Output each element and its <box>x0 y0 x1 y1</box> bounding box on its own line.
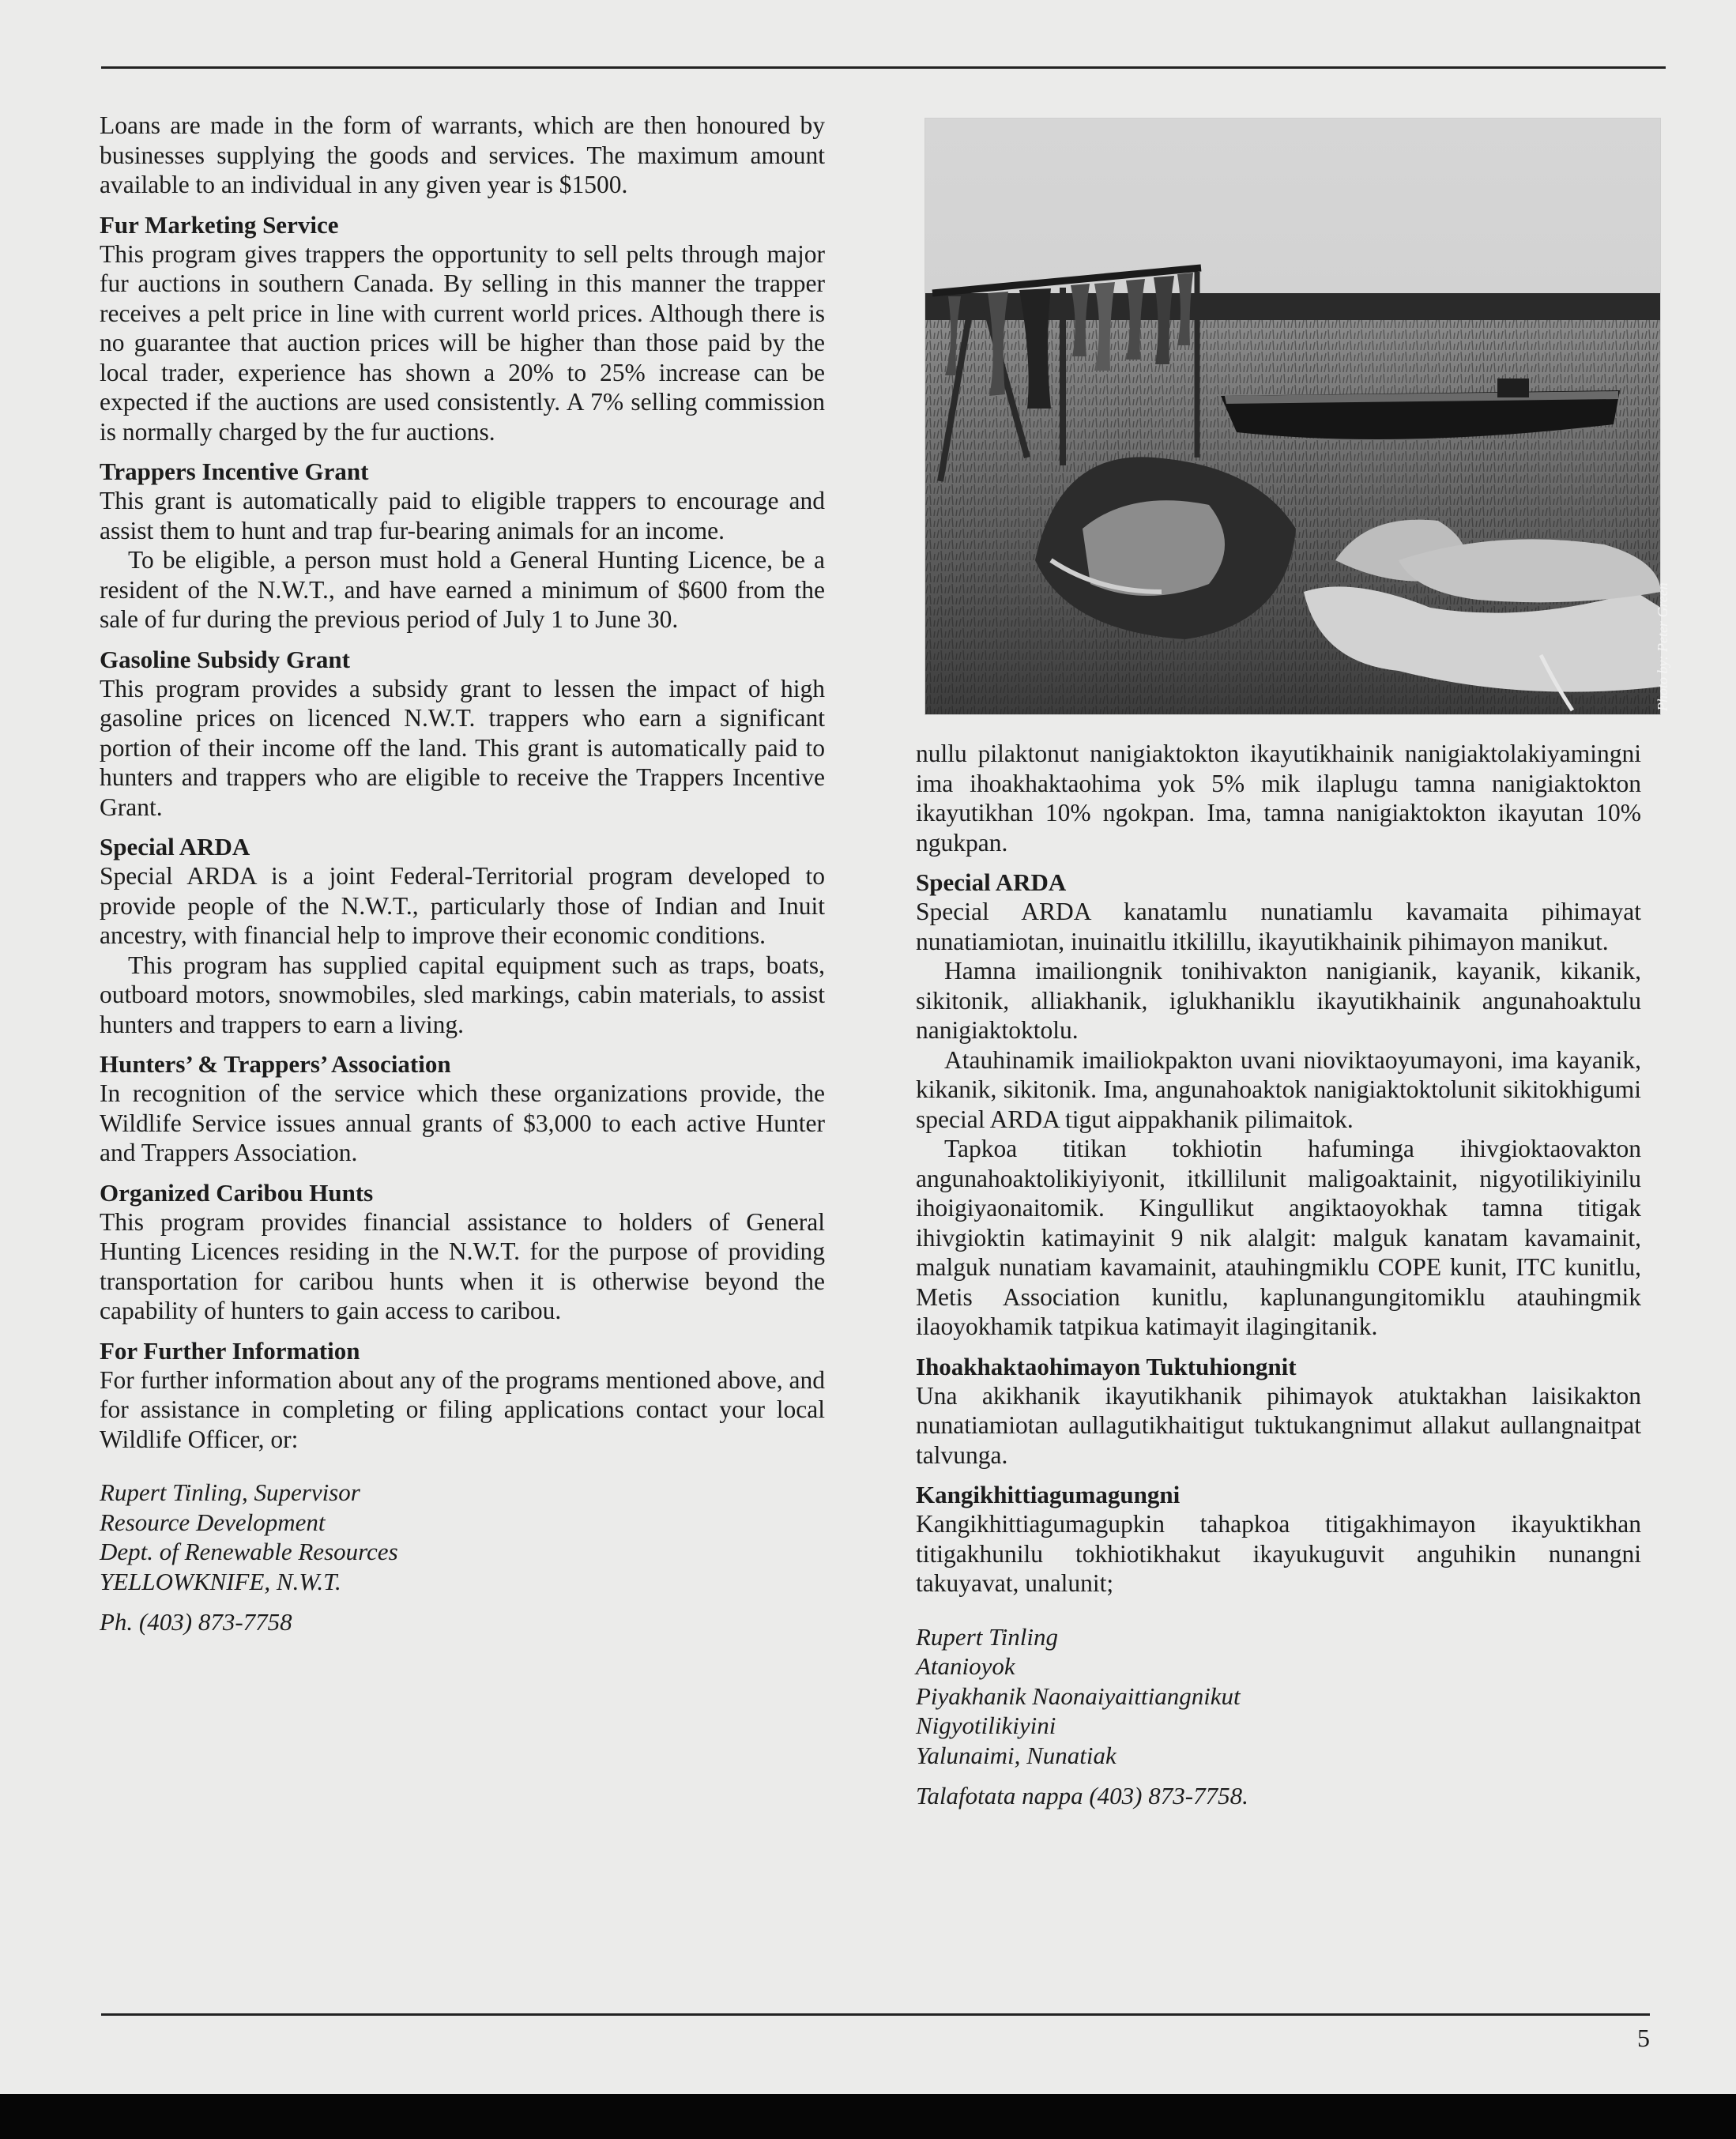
section-paragraph: To be eligible, a person must hold a General Hunting Licence, be a resident of the N.W.T., and have earned a minimum of $600 from the sale of fur during the previous period of July 1 to June 30. <box>100 546 825 633</box>
section-paragraph: This grant is automatically paid to eligible trappers to encourage and assist them to hunt and trap fur-bearing animals for an income. <box>100 487 825 544</box>
section-paragraph: This program provides financial assistance to holders of General Hunting Licences residing in the N.W.T. for the purpose of providing transportation for caribou hunts when it is otherwise beyond the capability of hunters to gain access to caribou. <box>100 1207 825 1324</box>
left-intro-paragraph: Loans are made in the form of warrants, which are then honoured by businesses supplying the goods and services. The maximum amount available to an individual in any given year is $1500. <box>100 111 825 198</box>
photo-trappers-camp <box>924 118 1661 715</box>
top-rule <box>101 66 1666 69</box>
section-paragraph: Special ARDA kanatamlu nunatiamlu kavamaita pihimayat nunatiamiotan, inuinaitlu itkilillu, ikayutikhainik pihimayon manikut. <box>916 898 1641 955</box>
section-paragraph: Atauhinamik imailiokpakton uvani nioviktaoyumayoni, ima kayanik, kikanik, sikitonik. Ima, angunahoaktok nanigiaktoktolunit sikitokhigumi special ARDA tigut aippakhanik pilimaitok. <box>916 1045 1641 1133</box>
section-hunters-trappers-association <box>100 1049 825 1168</box>
section-heading: Fur Marketing Service <box>100 210 339 239</box>
section-paragraph: Una akikhanik ikayutikhanik pihimayok atuktakhan laisikakton nunatiamiotan aullagutikhaitigut tuktukangnimut allakut aullangnaitpat talvunga. <box>916 1381 1641 1469</box>
section-heading: Kangikhittiagumagungni <box>916 1481 1181 1508</box>
address-line: Yalunaimi, Nunatiak <box>916 1741 1117 1769</box>
page-number: 5 <box>1637 2024 1650 2052</box>
photo-credit: Photo by: Peter Green <box>1655 582 1670 711</box>
section-heading: For Further Information <box>100 1336 360 1365</box>
section-further-information-inuinnaqtun <box>916 1480 1641 1599</box>
address-line: Resource Development <box>100 1508 326 1536</box>
address-line: Dept. of Renewable Resources <box>100 1538 398 1565</box>
contact-address <box>100 1478 825 1637</box>
address-line: Nigyotilikiyini <box>916 1712 1056 1739</box>
section-paragraph: This program gives trappers the opportunity to sell pelts through major fur auctions in southern Canada. By selling in this manner the trapper receives a pelt price in line with current world prices. Although there is no guarantee that auction prices will be higher than those paid by the local trader, experience has shown a 20% to 25% increase can be expected if the auctions are used consistently. A 7% selling commission is normally charged by the fur auctions. <box>100 239 825 446</box>
photo-image <box>924 118 1661 715</box>
contact-address-inuinnaqtun <box>916 1622 1641 1811</box>
section-heading: Gasoline Subsidy Grant <box>100 645 350 673</box>
section-further-information <box>100 1336 825 1455</box>
contact-phone: Ph. (403) 873-7758 <box>100 1608 292 1636</box>
section-caribou-hunts <box>100 1178 825 1326</box>
address-line: Piyakhanik Naonaiyaittiangnikut <box>916 1681 1241 1710</box>
bottom-rule <box>101 2013 1650 2016</box>
section-paragraph: This program has supplied capital equipment such as traps, boats, outboard motors, snowmobiles, sled markings, cabin materials, to assist hunters and trappers to earn a living. <box>100 951 825 1038</box>
section-paragraph: Special ARDA is a joint Federal-Territorial program developed to provide people of the N.W.T., particularly those of Indian and Inuit ancestry, with financial help to improve their economic conditions. <box>100 862 825 949</box>
section-heading: Organized Caribou Hunts <box>100 1178 374 1207</box>
right-column <box>916 739 1641 1811</box>
section-paragraph: This program provides a subsidy grant to lessen the impact of high gasoline prices on licenced N.W.T. trappers who earn a significant portion of their income off the land. This grant is automatically paid to hunters and trappers who are eligible to receive the Trappers Incentive Grant. <box>100 674 825 821</box>
section-fur-marketing <box>100 210 825 447</box>
section-paragraph: Hamna imailiongnik tonihivakton nanigianik, kayanik, kikanik, sikitonik, alliakhanik, iglukhaniklu ikayutikhainik angunahoaktulu nanigiaktoktolu. <box>916 957 1641 1044</box>
left-column <box>100 111 825 1637</box>
address-line: YELLOWKNIFE, N.W.T. <box>100 1567 341 1595</box>
scan-bottom-edge <box>0 2094 1736 2139</box>
address-line: Rupert Tinling, Supervisor <box>100 1478 360 1506</box>
section-special-arda <box>100 832 825 1039</box>
contact-phone: Talafotata nappa (403) 873-7758. <box>916 1782 1248 1809</box>
address-line: Rupert Tinling <box>916 1622 1058 1651</box>
section-caribou-hunts-inuinnaqtun <box>916 1352 1641 1471</box>
address-line: Atanioyok <box>916 1652 1015 1680</box>
section-heading: Ihoakhaktaohimayon Tuktuhiongnit <box>916 1352 1297 1380</box>
section-paragraph: Tapkoa titikan tokhiotin hafuminga ihivgioktaovakton angunahoaktolikiyiyonit, itkillilunit maligoaktainit, nigyotilikiyinilu ihoigiyaonaitomik. Kingullikut angiktaoyokhak tamna titigak ihivgioktin katimayinit 9 nik alalgit: malguk kanatam kavamainit, malguk nunatiam kavamainit, atauhingmiklu COPE kunit, ITC kunitlu, Metis Association kunitlu, kaplunangungitomiklu atauhingmik ilaoyokhamik tatpikua katimayit ilagingitanik. <box>916 1135 1641 1340</box>
section-paragraph: For further information about any of the programs mentioned above, and for assistance in completing or filing applications contact your local Wildlife Officer, or: <box>100 1365 825 1453</box>
section-heading: Hunters’ & Trappers’ Association <box>100 1050 451 1078</box>
section-heading: Special ARDA <box>100 833 250 860</box>
section-heading: Special ARDA <box>916 868 1067 896</box>
section-paragraph: Kangikhittiagumagupkin tahapkoa titigakhimayon ikayuktikhan titigakhunilu tokhiotikhakut ikayukuguvit anguhikin nunangni takuyavat, unalunit; <box>916 1510 1641 1597</box>
section-special-arda-inuinnaqtun <box>916 868 1641 1342</box>
right-intro-paragraph: nullu pilaktonut nanigiaktokton ikayutikhainik nanigiaktolakiyamingni ima ihoakhaktaohima yok 5% mik ilaplugu tamna nanigiaktokton ikayutikhan 10% ngokpan. Ima, tamna nanigiaktokton ikayutan 10% ngukpan. <box>916 740 1641 857</box>
section-heading: Trappers Incentive Grant <box>100 458 369 485</box>
section-trappers-incentive <box>100 457 825 635</box>
section-gasoline-subsidy <box>100 645 825 823</box>
section-paragraph: In recognition of the service which these organizations provide, the Wildlife Service issues annual grants of $3,000 to each active Hunter and Trappers Association. <box>100 1079 825 1166</box>
